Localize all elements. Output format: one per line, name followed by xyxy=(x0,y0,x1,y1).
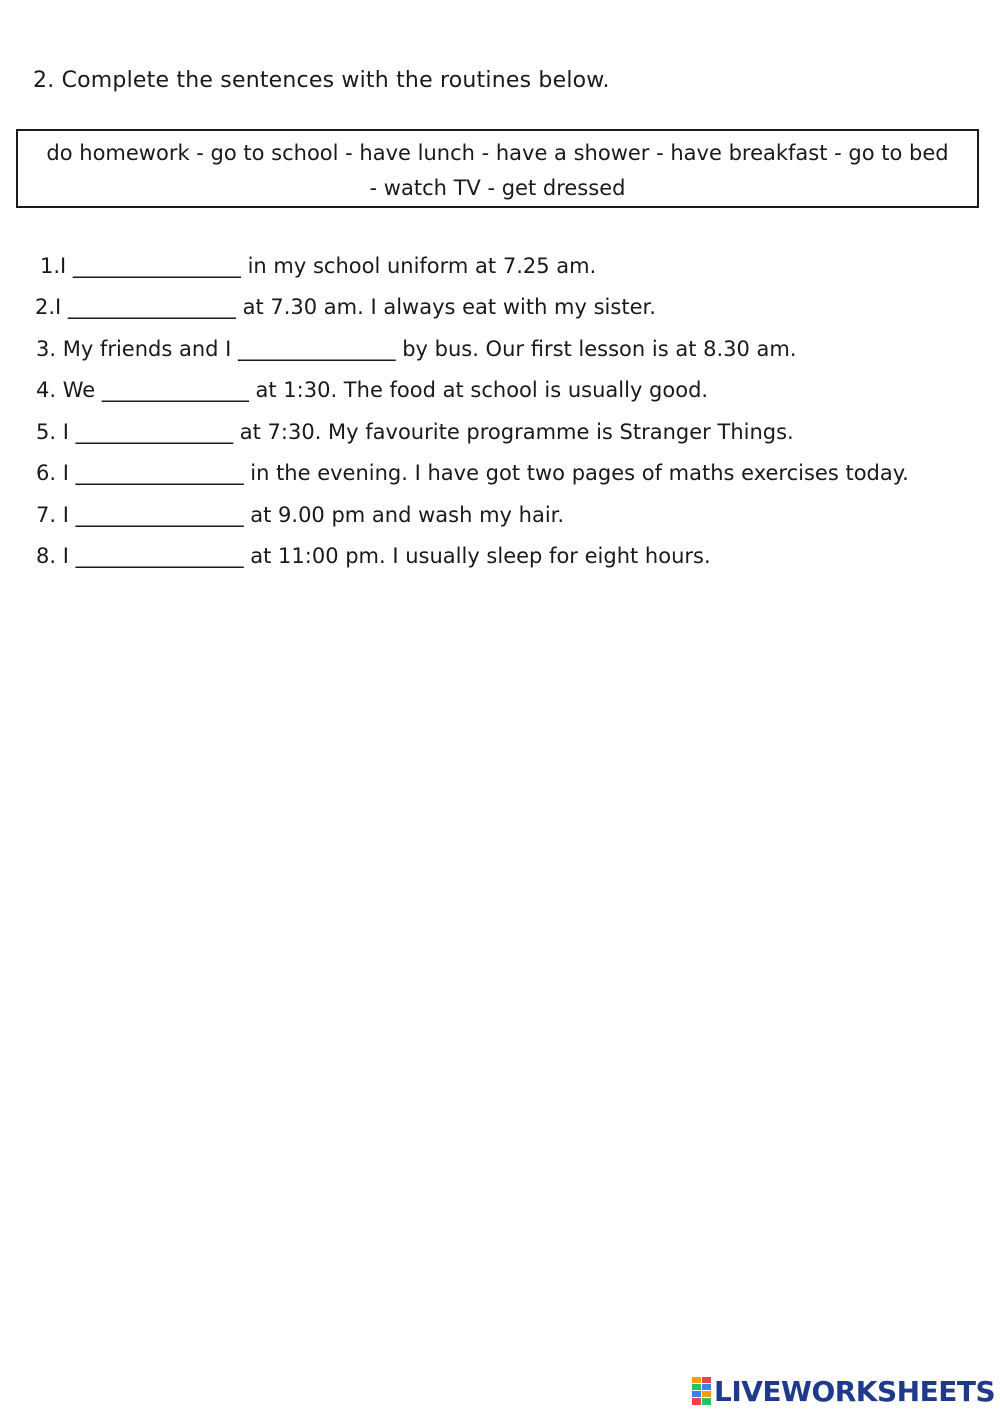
sentence-5: 5. I _______________ at 7:30. My favourite programme is Stranger Things. xyxy=(36,420,794,444)
liveworksheets-logo xyxy=(692,1374,995,1408)
sentence-4: 4. We ______________ at 1:30. The food at school is usually good. xyxy=(36,378,709,402)
word-bank-line-1: do homework - go to school - have lunch - have a shower - have breakfast - go to bed xyxy=(46,141,949,165)
liveworksheets-logo-text: LIVEWORKSHEETS xyxy=(714,1374,996,1408)
exercise-instruction: 2. Complete the sentences with the routines below. xyxy=(33,68,610,93)
sentence-6: 6. I ________________ in the evening. I have got two pages of maths exercises today. xyxy=(36,461,909,485)
word-bank-box xyxy=(16,129,979,208)
sentence-3: 3. My friends and I _______________ by bus. Our first lesson is at 8.30 am. xyxy=(36,337,797,361)
sentence-2: 2.I ________________ at 7.30 am. I always eat with my sister. xyxy=(35,295,656,319)
word-bank-line-2: - watch TV - get dressed xyxy=(369,176,626,200)
sentence-8: 8. I ________________ at 11:00 pm. I usually sleep for eight hours. xyxy=(36,544,711,568)
liveworksheets-cube-icon xyxy=(692,1377,711,1405)
sentence-1: 1.I ________________ in my school uniform at 7.25 am. xyxy=(40,254,597,278)
sentence-7: 7. I ________________ at 9.00 pm and wash my hair. xyxy=(36,503,565,527)
